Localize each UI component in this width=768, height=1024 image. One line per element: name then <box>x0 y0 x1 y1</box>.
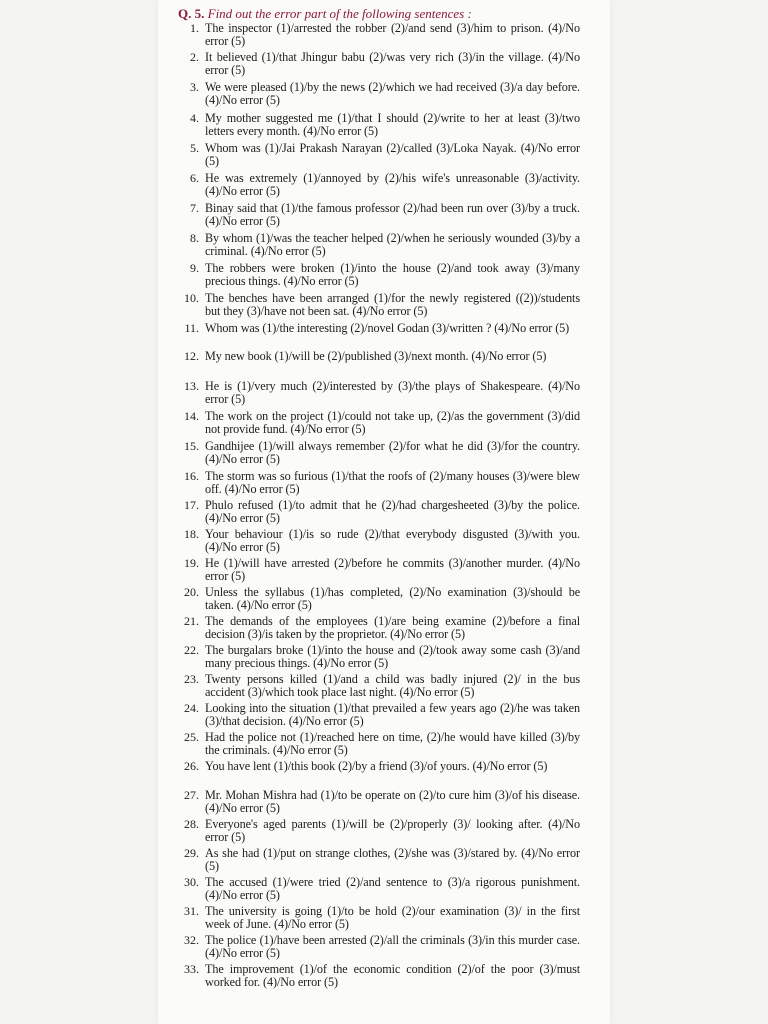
sentence-number: 23. <box>184 672 199 686</box>
sentence-number: 15. <box>184 439 199 453</box>
sentence-number: 18. <box>184 527 199 541</box>
sentence-number: 8. <box>190 231 199 245</box>
sentence-number: 25. <box>184 730 199 744</box>
sentence-text: Twenty persons killed (1)/and a child was badly injured (2)/ in the bus accident (3)/which took place last night. (4)/No error (5) <box>205 672 580 699</box>
sentence-text: Your behaviour (1)/is so rude (2)/that everybody disgusted (3)/with you. (4)/No error (5) <box>205 527 580 554</box>
sentence-text: The university is going (1)/to be hold (2)/our examination (3)/ in the first week of June. (4)/No error (5) <box>205 904 580 931</box>
sentence-number: 17. <box>184 498 199 512</box>
sentence-number: 31. <box>184 904 199 918</box>
sentence-text: My new book (1)/will be (2)/published (3)/next month. (4)/No error (5) <box>205 349 547 363</box>
sentence-number: 11. <box>184 321 199 335</box>
sentence-number: 26. <box>184 759 199 773</box>
sentence-text: As she had (1)/put on strange clothes, (2)/she was (3)/stared by. (4)/No error (5) <box>205 846 580 873</box>
sentence-number: 16. <box>184 469 199 483</box>
sentence-number: 14. <box>184 409 199 423</box>
sentence-text: He (1)/will have arrested (2)/before he commits (3)/another murder. (4)/No error (5) <box>205 556 580 583</box>
sentence-text: The burgalars broke (1)/into the house and (2)/took away some cash (3)/and many precious things. (4)/No error (5) <box>205 643 580 670</box>
sentence-text: The storm was so furious (1)/that the roofs of (2)/many houses (3)/were blew off. (4)/No error (5) <box>205 469 580 496</box>
sentence-text: The improvement (1)/of the economic condition (2)/of the poor (3)/must worked for. (4)/No error (5) <box>205 962 580 989</box>
sentence-text: Unless the syllabus (1)/has completed, (2)/No examination (3)/should be taken. (4)/No error (5) <box>205 585 580 612</box>
sentence-number: 12. <box>184 349 199 363</box>
sentence-text: Had the police not (1)/reached here on time, (2)/he would have killed (3)/by the criminals. (4)/No error (5) <box>205 730 580 757</box>
sentence-text: Gandhijee (1)/will always remember (2)/for what he did (3)/for the country. (4)/No error (5) <box>205 439 580 466</box>
sentence-number: 5. <box>190 141 199 155</box>
sentence-text: You have lent (1)/this book (2)/by a friend (3)/of yours. (4)/No error (5) <box>205 759 548 773</box>
sentence-number: 10. <box>184 291 199 305</box>
sentence-number: 19. <box>184 556 199 570</box>
sentence-number: 13. <box>184 379 199 393</box>
question-instruction: Find out the error part of the following sentences : <box>207 6 472 21</box>
sentence-text: The inspector (1)/arrested the robber (2)/and send (3)/him to prison. (4)/No error (5) <box>205 21 580 48</box>
sentence-text: Whom was (1)/Jai Prakash Narayan (2)/called (3)/Loka Nayak. (4)/No error (5) <box>205 141 580 168</box>
sentence-text: Phulo refused (1)/to admit that he (2)/had chargesheeted (3)/by the police. (4)/No error (5) <box>205 498 580 525</box>
sentence-text: Looking into the situation (1)/that prevailed a few years ago (2)/he was taken (3)/that decision. (4)/No error (5) <box>205 701 580 728</box>
sentence-text: Everyone's aged parents (1)/will be (2)/properly (3)/ looking after. (4)/No error (5) <box>205 817 580 844</box>
sentence-number: 2. <box>190 50 199 64</box>
sentence-text: The accused (1)/were tried (2)/and sentence to (3)/a rigorous punishment. (4)/No error (5) <box>205 875 580 902</box>
sentence-number: 24. <box>184 701 199 715</box>
sentence-text: The police (1)/have been arrested (2)/all the criminals (3)/in this murder case. (4)/No error (5) <box>205 933 580 960</box>
sentence-number: 33. <box>184 962 199 976</box>
sentence-text: My mother suggested me (1)/that I should (2)/write to her at least (3)/two letters every month. (4)/No error (5) <box>205 111 580 138</box>
sentence-text: We were pleased (1)/by the news (2)/which we had received (3)/a day before. (4)/No error (5) <box>205 80 580 107</box>
sentence-number: 22. <box>184 643 199 657</box>
sentence-number: 1. <box>190 21 199 35</box>
sentence-number: 21. <box>184 614 199 628</box>
sentence-text: The benches have been arranged (1)/for the newly registered ((2))/students but they (3)/have not been sat. (4)/No error (5) <box>205 291 580 318</box>
sentence-number: 28. <box>184 817 199 831</box>
sentence-number: 9. <box>190 261 199 275</box>
sentence-text: He was extremely (1)/annoyed by (2)/his wife's unreasonable (3)/activity. (4)/No error (5) <box>205 171 580 198</box>
sentence-number: 3. <box>190 80 199 94</box>
sentence-number: 29. <box>184 846 199 860</box>
sentence-text: He is (1)/very much (2)/interested by (3)/the plays of Shakespeare. (4)/No error (5) <box>205 379 580 406</box>
sentence-text: It believed (1)/that Jhingur babu (2)/was very rich (3)/in the village. (4)/No error (5) <box>205 50 580 77</box>
sentence-text: The demands of the employees (1)/are being examine (2)/before a final decision (3)/is taken by the proprietor. (4)/No error (5) <box>205 614 580 641</box>
sentence-text: Whom was (1)/the interesting (2)/novel Godan (3)/written ? (4)/No error (5) <box>205 321 570 335</box>
sentence-number: 27. <box>184 788 199 802</box>
sentence-text: The robbers were broken (1)/into the house (2)/and took away (3)/many precious things. (4)/No error (5) <box>205 261 580 288</box>
sentence-text: By whom (1)/was the teacher helped (2)/when he seriously wounded (3)/by a criminal. (4)/No error (5) <box>205 231 580 258</box>
sentence-number: 6. <box>190 171 199 185</box>
sentence-number: 7. <box>190 201 199 215</box>
sentence-number: 20. <box>184 585 199 599</box>
sentence-number: 30. <box>184 875 199 889</box>
sentence-text: The work on the project (1)/could not take up, (2)/as the government (3)/did not provide fund. (4)/No error (5) <box>205 409 580 436</box>
question-number: Q. 5. <box>178 6 205 21</box>
sentence-text: Mr. Mohan Mishra had (1)/to be operate on (2)/to cure him (3)/of his disease. (4)/No error (5) <box>205 788 580 815</box>
sentence-number: 32. <box>184 933 199 947</box>
question-heading <box>178 6 472 22</box>
sentence-text: Binay said that (1)/the famous professor (2)/had been run over (3)/by a truck. (4)/No error (5) <box>205 201 580 228</box>
sentence-number: 4. <box>190 111 199 125</box>
